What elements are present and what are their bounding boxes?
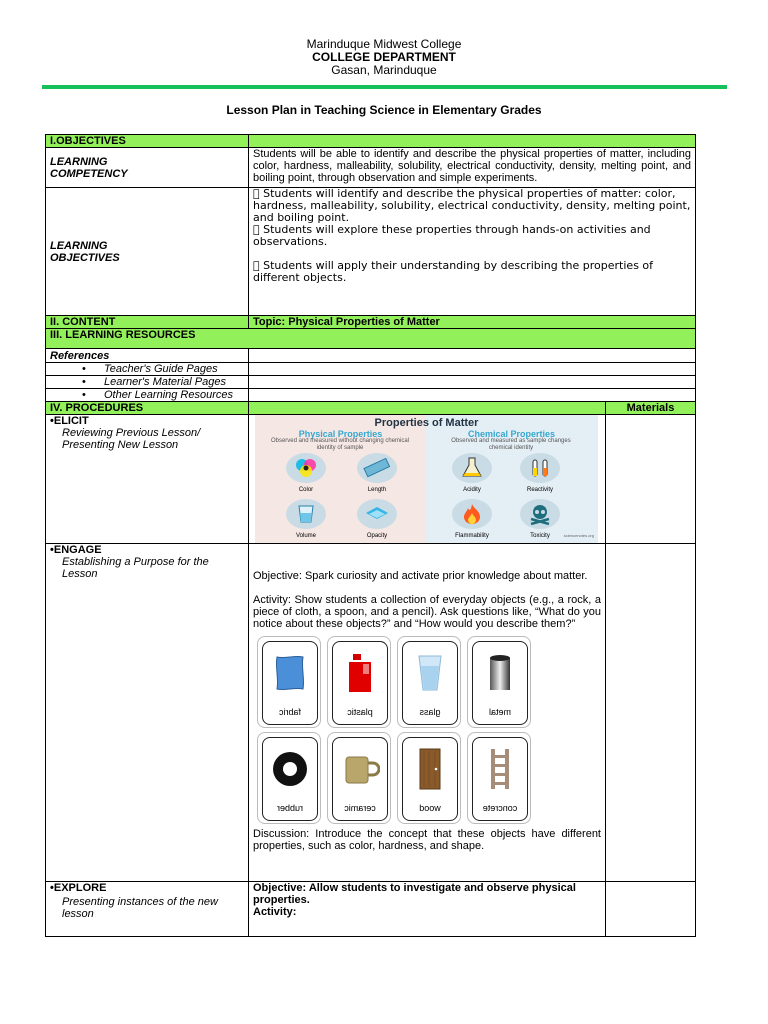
physical-properties-desc: Observed and measured without changing chemical identity of sample — [270, 438, 410, 451]
properties-of-matter-infographic — [255, 415, 598, 543]
references-value — [249, 349, 696, 363]
elicit-title: • ELICIT — [50, 415, 244, 427]
references-label: References — [46, 349, 249, 363]
competency-label-line1: LEARNING — [50, 155, 108, 168]
glass-icon — [409, 650, 451, 696]
college-name: Marinduque Midwest College — [306, 37, 462, 51]
skull-icon — [520, 499, 560, 529]
resource-item: • Other Learning Resources — [46, 389, 249, 402]
engage-activity: Activity: Show students a collection of everyday objects (e.g., a rock, a piece of cloth, a spoon, and a pencil). Ask questions like, “What do you notice about these objects?” and “How would you describe them?” — [253, 594, 601, 630]
explore-label — [46, 882, 249, 937]
color-item: Color — [276, 453, 336, 496]
length-item: Length — [347, 453, 407, 496]
concrete-ladder-icon — [479, 746, 521, 792]
elicit-subtitle: Reviewing Previous Lesson/ Presenting New Lesson — [62, 427, 201, 451]
lesson-plan-table — [45, 134, 696, 937]
physical-properties-heading: Physical Properties — [298, 429, 383, 439]
material-card: metal — [467, 636, 531, 728]
acidity-item: Acidity — [442, 453, 502, 496]
procedures-heading: IV. PROCEDURES — [46, 402, 249, 415]
college-location: Gasan, Marinduque — [331, 63, 437, 77]
elicit-label — [46, 415, 249, 544]
reactivity-item: Reactivity — [510, 453, 570, 496]
objectives-list — [249, 188, 696, 316]
metal-can-icon — [479, 650, 521, 696]
objective-item: Students will identify and describe the physical properties of matter: color, hardness, malleability, solubility, electrical conductivity, density, melting point, and boiling point. — [253, 187, 691, 224]
resources-heading: III. LEARNING RESOURCES — [46, 329, 696, 349]
infographic-title: Properties of Matter — [374, 417, 479, 429]
tire-icon — [269, 746, 311, 792]
resource-value — [249, 363, 696, 376]
test-tube-icon — [520, 453, 560, 483]
document-title: Lesson Plan in Teaching Science in Elementary Grades — [226, 103, 542, 117]
color-icon — [286, 453, 326, 483]
resource-value — [249, 376, 696, 389]
engage-objective: Objective: Spark curiosity and activate prior knowledge about matter. — [253, 570, 588, 582]
material-card: ceramic — [327, 732, 391, 824]
engage-label — [46, 544, 249, 882]
objectives-heading-fill — [249, 135, 696, 148]
beaker-icon — [286, 499, 326, 529]
chemical-properties-heading: Chemical Properties — [467, 429, 556, 439]
plastic-jug-icon — [339, 650, 381, 696]
explore-content — [249, 882, 606, 937]
material-cards — [257, 636, 601, 824]
material-card: rubber — [257, 732, 321, 824]
objective-item: Students will apply their understanding by describing the properties of different objects. — [253, 259, 643, 284]
flammability-item: Flammability — [442, 499, 502, 542]
objectives-label-line1: LEARNING — [50, 239, 108, 252]
engage-discussion: Discussion: Introduce the concept that these objects have different properties, such as color, hardness, and shape. — [253, 828, 601, 852]
ceramic-mug-icon — [339, 746, 381, 792]
material-card: concrete — [467, 732, 531, 824]
competency-label — [46, 148, 249, 188]
elicit-materials — [606, 415, 696, 544]
content-heading: II. CONTENT — [46, 316, 249, 329]
objectives-label — [46, 188, 249, 316]
material-card: fabric — [257, 636, 321, 728]
engage-content — [249, 544, 606, 882]
resource-item: • Teacher's Guide Pages — [46, 363, 249, 376]
engage-subtitle: Establishing a Purpose for the Lesson — [62, 556, 209, 580]
engage-title: • ENGAGE — [50, 544, 244, 556]
document-header — [0, 38, 768, 77]
elicit-content — [249, 415, 606, 544]
flame-icon — [452, 499, 492, 529]
explore-activity: Activity: — [253, 906, 297, 918]
header-divider — [42, 85, 727, 89]
chemical-properties-desc: Observed and measured as sample changes chemical identity — [451, 438, 571, 451]
toxicity-item: Toxicity — [510, 499, 570, 542]
explore-materials — [606, 882, 696, 937]
competency-text: Students will be able to identify and describe the physical properties of matter, including color, hardness, malleability, solubility, electrical conductivity, density, melting point, and boiling point, through observation and simple experiments. — [249, 148, 696, 188]
material-card: plastic — [327, 636, 391, 728]
wood-door-icon — [409, 746, 451, 792]
layers-icon — [357, 499, 397, 529]
fabric-icon — [269, 650, 311, 696]
objectives-label-line2: OBJECTIVES — [50, 251, 120, 264]
objectives-heading: I.OBJECTIVES — [46, 135, 249, 148]
flask-icon — [452, 453, 492, 483]
procedures-heading-fill — [249, 402, 606, 415]
content-topic: Topic: Physical Properties of Matter — [249, 316, 696, 329]
material-card: glass — [397, 636, 461, 728]
resource-item: • Learner's Material Pages — [46, 376, 249, 389]
explore-objective: Objective: Allow students to investigate and observe physical properties. — [253, 882, 576, 906]
department-name: COLLEGE DEPARTMENT — [312, 50, 456, 64]
explore-title: • EXPLORE — [50, 882, 244, 894]
volume-item: Volume — [276, 499, 336, 542]
competency-label-line2: COMPETENCY — [50, 167, 128, 180]
explore-subtitle: Presenting instances of the new lesson — [62, 896, 218, 920]
objective-item: Students will explore these properties through hands-on activities and observations. — [253, 223, 641, 248]
material-card: wood — [397, 732, 461, 824]
engage-materials — [606, 544, 696, 882]
resource-value — [249, 389, 696, 402]
infographic-footer: sciencenotes.org — [563, 533, 594, 538]
materials-heading: Materials — [606, 402, 696, 415]
opacity-item: Opacity — [347, 499, 407, 542]
ruler-icon — [357, 453, 397, 483]
